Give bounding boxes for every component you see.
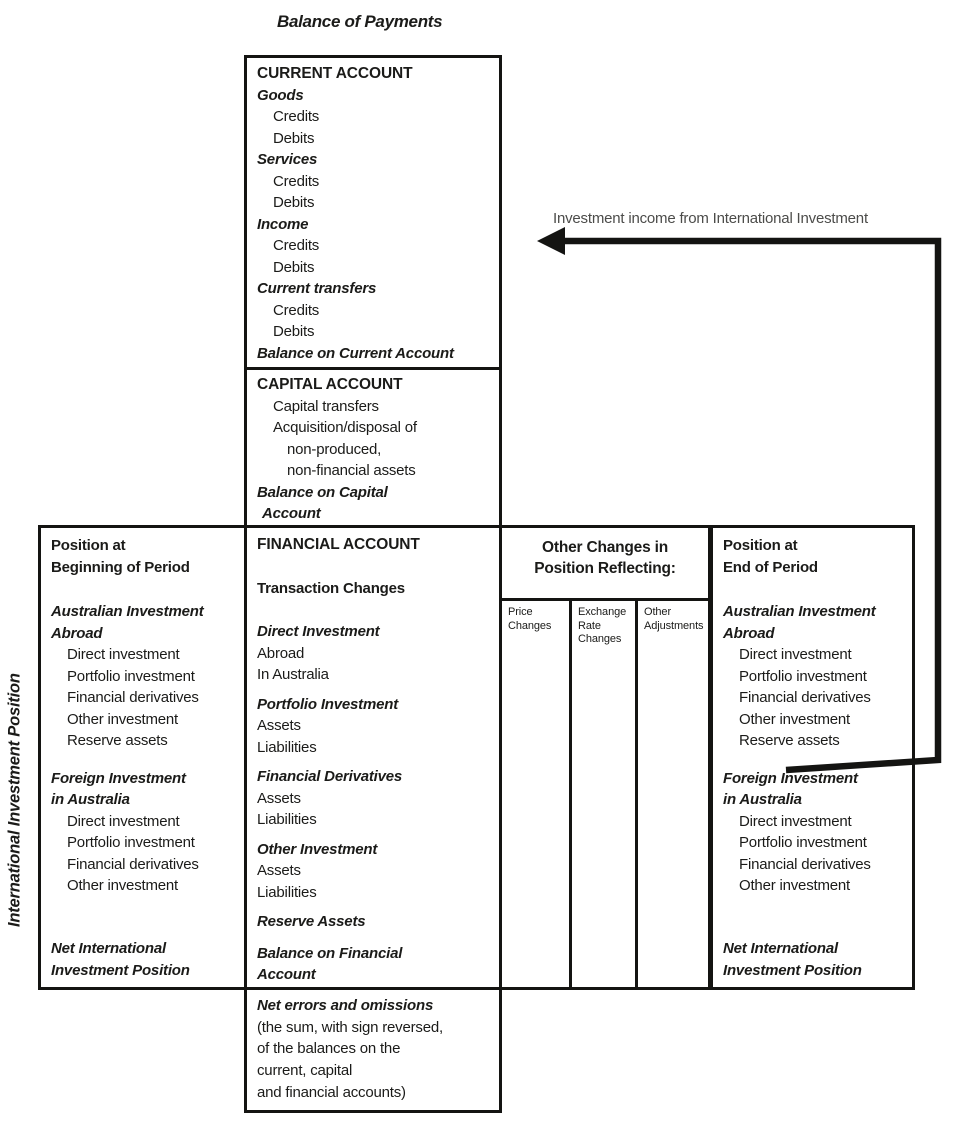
other-changes-line1: Other Changes in (542, 539, 668, 556)
direct-in-australia: In Australia (257, 666, 329, 683)
end-aia-direct: Direct investment (739, 646, 852, 663)
end-fia-direct: Direct investment (739, 812, 852, 830)
end-australian-investment-abroad (723, 601, 908, 752)
balance-capital-line2: Account (262, 505, 321, 522)
transfers-credits: Credits (273, 301, 320, 319)
end-net-line2: Investment Position (723, 961, 862, 979)
direct-investment-heading: Direct Investment (257, 623, 380, 640)
balance-financial (257, 943, 493, 986)
end-aia-other: Other investment (739, 710, 851, 728)
financial-account-heading: FINANCIAL ACCOUNT (257, 536, 420, 553)
net-errors-note2: of the balances on the (257, 1040, 401, 1058)
end-net-iip (723, 938, 862, 981)
end-foreign-investment (723, 768, 908, 897)
begin-australian-investment-abroad (51, 601, 240, 752)
column-other-adjustments: Other Adjustments (644, 606, 704, 632)
net-errors-note3: current, capital (257, 1062, 353, 1080)
other-changes-columns-box (499, 598, 711, 990)
group-goods: Goods (257, 86, 304, 104)
arrow-label: Investment income from International Investment (553, 210, 868, 227)
begin-net-line1: Net International (51, 940, 166, 957)
services-credits: Credits (273, 172, 320, 190)
end-aia-line1: Australian Investment (723, 603, 876, 620)
begin-fia-direct: Direct investment (67, 812, 180, 830)
income-debits: Debits (273, 258, 315, 276)
financial-derivatives-heading: Financial Derivatives (257, 768, 403, 785)
end-fia-other: Other investment (739, 877, 851, 894)
begin-foreign-investment (51, 768, 240, 897)
begin-aia-line2: Abroad (51, 624, 103, 642)
begin-fia-line2: in Australia (51, 791, 130, 808)
non-produced: non-produced, (287, 440, 382, 458)
services-debits: Debits (273, 194, 315, 211)
begin-aia-reserve: Reserve assets (67, 732, 168, 749)
begin-net-line2: Investment Position (51, 961, 190, 979)
other-liabilities: Liabilities (257, 883, 317, 901)
balance-financial-line2: Account (257, 966, 316, 983)
portfolio-liabilities: Liabilities (257, 738, 317, 756)
financial-account-box (244, 525, 502, 990)
other-investment-heading: Other Investment (257, 840, 378, 858)
net-errors-note4: and financial accounts) (257, 1083, 406, 1101)
iip-side-label: International Investment Position (5, 673, 24, 927)
end-aia-line2: Abroad (723, 624, 775, 642)
column-exchange-rate-changes: Exchange Rate Changes (572, 601, 638, 987)
group-reserve-assets (257, 911, 493, 933)
current-account-box (244, 55, 502, 370)
capital-account-box (244, 367, 502, 528)
group-services: Services (257, 151, 318, 168)
begin-net-iip (51, 938, 190, 981)
group-other-investment (257, 839, 493, 904)
net-errors-heading: Net errors and omissions (257, 997, 434, 1014)
end-heading-line2: End of Period (723, 558, 818, 576)
group-direct-investment (257, 621, 493, 686)
other-changes-line2: Position Reflecting: (534, 560, 676, 577)
diagram-title: Balance of Payments (277, 12, 443, 31)
portfolio-investment-heading: Portfolio Investment (257, 695, 399, 713)
begin-fia-other: Other investment (67, 877, 179, 894)
current-account-heading: CURRENT ACCOUNT (257, 65, 413, 82)
portfolio-assets: Assets (257, 717, 301, 734)
position-end-box (710, 525, 915, 990)
begin-aia-direct: Direct investment (67, 646, 180, 663)
net-errors-note1: (the sum, with sign reversed, (257, 1018, 443, 1036)
capital-account-heading: CAPITAL ACCOUNT (257, 376, 403, 393)
group-income: Income (257, 215, 309, 233)
end-net-line1: Net International (723, 940, 838, 957)
end-fia-line1: Foreign Investment (723, 769, 858, 787)
begin-fia-portfolio: Portfolio investment (67, 834, 195, 851)
end-aia-derivatives: Financial derivatives (739, 689, 871, 706)
begin-fia-line1: Foreign Investment (51, 769, 186, 787)
begin-aia-derivatives: Financial derivatives (67, 689, 199, 706)
reserve-assets-heading: Reserve Assets (257, 913, 366, 930)
balance-capital-line1: Balance on Capital (257, 483, 388, 501)
begin-heading-line1: Position at (51, 537, 126, 554)
column-price-changes: Price Changes (502, 601, 572, 987)
acquisition-disposal: Acquisition/disposal of (273, 419, 417, 436)
end-aia-reserve: Reserve assets (739, 732, 840, 749)
end-heading-line1: Position at (723, 537, 798, 554)
other-assets: Assets (257, 862, 301, 879)
balance-current-account: Balance on Current Account (257, 344, 454, 362)
group-portfolio-investment (257, 694, 493, 759)
direct-abroad: Abroad (257, 644, 305, 662)
end-fia-portfolio: Portfolio investment (739, 834, 867, 851)
end-aia-portfolio: Portfolio investment (739, 667, 867, 685)
goods-debits: Debits (273, 129, 315, 147)
net-errors-box (244, 987, 502, 1113)
derivatives-assets: Assets (257, 789, 301, 807)
goods-credits: Credits (273, 108, 320, 125)
position-beginning-box (38, 525, 247, 990)
income-credits: Credits (273, 237, 320, 254)
derivatives-liabilities: Liabilities (257, 811, 317, 828)
end-fia-line2: in Australia (723, 791, 802, 808)
transfers-debits: Debits (273, 323, 315, 340)
transaction-changes-heading: Transaction Changes (257, 579, 405, 597)
other-changes-header-box (499, 525, 711, 601)
balance-financial-line1: Balance on Financial (257, 944, 403, 962)
non-financial-assets: non-financial assets (287, 462, 416, 479)
capital-transfers: Capital transfers (273, 397, 379, 415)
group-financial-derivatives (257, 766, 493, 831)
group-current-transfers: Current transfers (257, 280, 377, 297)
begin-heading-line2: Beginning of Period (51, 558, 190, 576)
begin-aia-other: Other investment (67, 710, 179, 728)
end-fia-derivatives: Financial derivatives (739, 855, 871, 873)
begin-fia-derivatives: Financial derivatives (67, 855, 199, 873)
begin-aia-portfolio: Portfolio investment (67, 667, 195, 685)
begin-aia-line1: Australian Investment (51, 603, 204, 620)
